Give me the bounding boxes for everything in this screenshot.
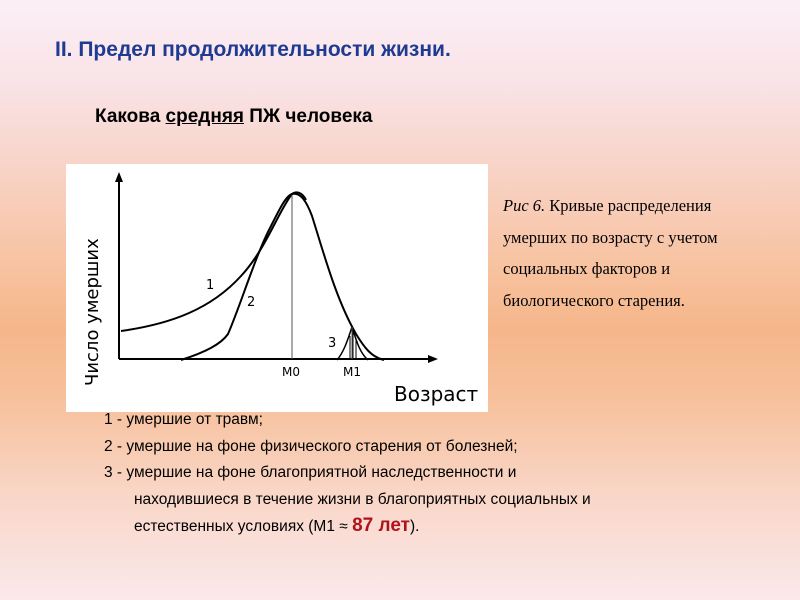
curve-label-3: 3 <box>328 336 337 351</box>
x-axis-label: Возраст <box>394 382 479 406</box>
subtitle-prefix: Какова <box>95 106 166 127</box>
legend-item-3-line-3 <box>104 513 764 541</box>
legend-item-3-line-2: находившиеся в течение жизни в благоприятных социальных и <box>134 490 591 508</box>
x-axis-arrow <box>428 355 438 363</box>
curve-label-1: 1 <box>206 278 215 293</box>
slide-subtitle <box>95 106 372 128</box>
y-axis-label: Число умерших <box>82 238 103 386</box>
curve-label-2: 2 <box>247 295 256 310</box>
legend-item-3-prefix: естественных условиях (М1 ≈ <box>134 518 353 535</box>
subtitle-suffix: ПЖ человека <box>244 106 373 127</box>
tick-label-m1: M1 <box>343 365 361 379</box>
tick-label-m0: M0 <box>282 365 300 379</box>
y-axis-arrow <box>115 172 123 182</box>
figure-caption <box>503 190 773 316</box>
legend-item-3-suffix: ). <box>409 518 420 535</box>
slide-title: II. Предел продолжительности жизни. <box>55 38 451 61</box>
longevity-value: 87 лет <box>352 515 410 536</box>
curve-2-disease <box>181 194 384 360</box>
legend-list <box>104 407 764 541</box>
subtitle-underlined-word: средняя <box>165 106 244 127</box>
caption-text: Кривые распределения умерших по возрасту с учетом социальных факторов и биологического старения. <box>503 196 718 310</box>
diagram-svg <box>66 164 488 412</box>
figure-number: Рис 6. <box>503 196 546 215</box>
legend-item-1: 1 - умершие от травм; <box>104 411 263 428</box>
mortality-diagram <box>66 164 488 412</box>
legend-item-3: 3 - умершие на фоне благоприятной наследственности и <box>104 464 517 481</box>
legend-item-2: 2 - умершие на фоне физического старения от болезней; <box>104 437 518 455</box>
